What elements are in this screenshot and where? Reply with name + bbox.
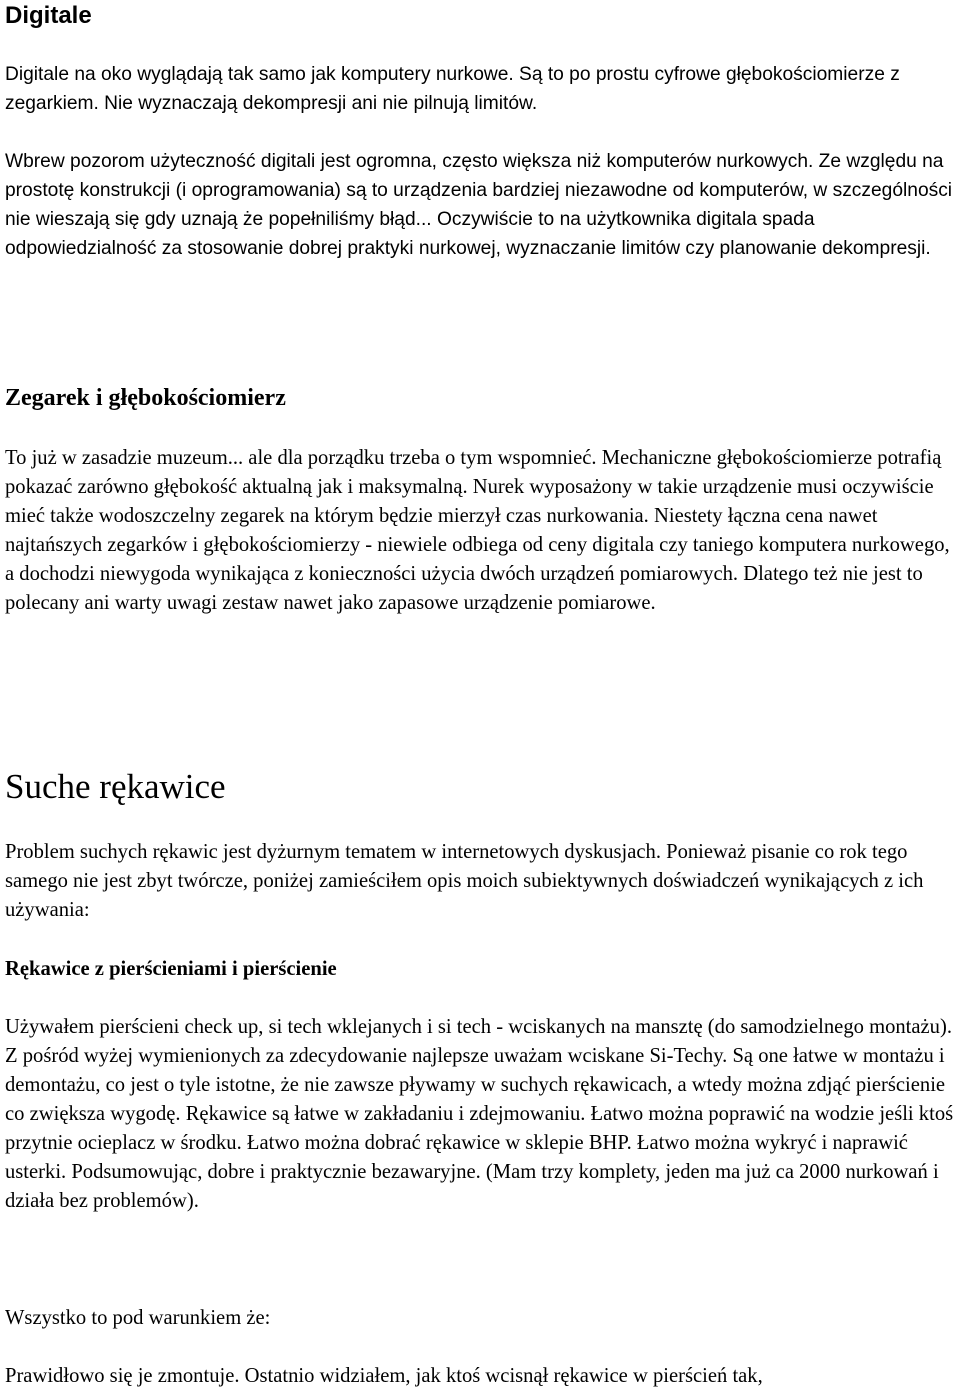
section-heading-suche-rekawice: Suche rękawice xyxy=(5,767,226,806)
paragraph-digitale-usefulness: Wbrew pozorom użyteczność digitali jest ogromna, często większa niż komputerów nurkowych. Ze względu na prostotę konstrukcji (i oprogramowania) są to urządzenia bardziej niezawodne od komputerów, w szczególności nie wieszają się gdy uznają że popełniliśmy błąd... Oczywiście to na użytkownika digitala spada odpowiedzialność za stosowanie dobrej praktyki nurkowej, wyznaczanie limitów czy planowanie dekompresji. xyxy=(5,151,953,259)
paragraph-rekawice-condition: Wszystko to pod warunkiem że: xyxy=(5,1307,271,1329)
section-heading-rekawice-z-pierscieniami: Rękawice z pierścieniami i pierścienie xyxy=(5,958,337,980)
paragraph-rekawice-experience: Używałem pierścieni check up, si tech wklejanych i si tech - wciskanych na mansztę (do samodzielnego montażu). Z pośród wyżej wymienionych za zdecydowanie najlepsze uważam wciskane Si-Techy. Są one łatwe w montażu i demontażu, co jest o tyle istotne, że nie zawsze pływamy w suchych rękawicach, a wtedy można zdjąć pierścienie co zwiększa wygodę. Rękawice są łatwe w zakładaniu i zdejmowaniu. Łatwo można poprawić na wodzie jeśli ktoś przytnie ocieplacz w środku. Łatwo można dobrać rękawice w sklepie BHP. Łatwo można wykryć i naprawić usterki. Podsumowując, dobre i praktycznie bezawaryjne. (Mam trzy komplety, jeden ma już ca 2000 nurkowań i działa bez problemów). xyxy=(5,1016,954,1212)
paragraph-rekawice-mounting: Prawidłowo się je zmontuje. Ostatnio widziałem, jak ktoś wcisnął rękawice w pierścień tak, xyxy=(5,1365,763,1387)
paragraph-suche-rekawice: Problem suchych rękawic jest dyżurnym tematem w internetowych dyskusjach. Ponieważ pisanie co rok tego samego nie jest zbyt twórcze, poniżej zamieściłem opis moich subiektywnych doświadczeń wynikających z ich używania: xyxy=(5,841,924,921)
section-heading-zegarek: Zegarek i głębokościomierz xyxy=(5,385,286,411)
section-heading-digitale: Digitale xyxy=(5,2,92,29)
paragraph-zegarek: To już w zasadzie muzeum... ale dla porządku trzeba o tym wspomnieć. Mechaniczne głębokościomierze potrafią pokazać zarówno głębokość aktualną jak i maksymalną. Nurek wyposażony w takie urządzenie musi oczywiście mieć także wodoszczelny zegarek na którym będzie mierzył czas nurkowania. Niestety łączna cena nawet najtańszych zegarków i głębokościomierzy - niewiele odbiega od ceny digitala czy taniego komputera nurkowego, a dochodzi niewygoda wynikająca z konieczności użycia dwóch urządzeń pomiarowych. Dlatego też nie jest to polecany ani warty uwagi zestaw nawet jako zapasowe urządzenie pomiarowe. xyxy=(5,447,950,614)
paragraph-digitale-intro: Digitale na oko wyglądają tak samo jak komputery nurkowe. Są to po prostu cyfrowe głębokościomierze z zegarkiem. Nie wyznaczają dekompresji ani nie pilnują limitów. xyxy=(5,64,900,114)
